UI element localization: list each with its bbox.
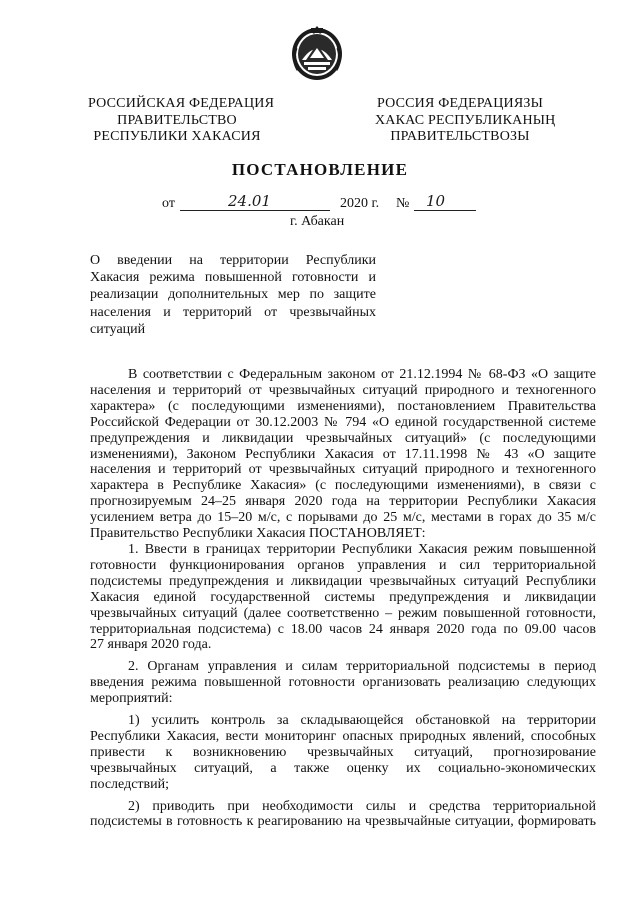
body-line: предупреждения и ликвидации чрезвычайных ситуаций» (с последующими xyxy=(90,430,596,446)
body-line: 2. Органам управления и силам территориальной подсистемы в период xyxy=(128,659,596,675)
body-line: изменениями), Законом Республики Хакасия от 17.11.1998 № 43 «О защите xyxy=(90,446,596,462)
year-text: 2020 г. xyxy=(340,196,380,211)
body-line: подсистемы предупреждения и ликвидации чрезвычайных ситуаций Республики xyxy=(90,573,596,589)
header-right-line-3: ПРАВИТЕЛЬСТВОЗЫ xyxy=(390,129,530,144)
header-right-line-1: РОССИЯ ФЕДЕРАЦИЯЗЫ xyxy=(376,96,544,111)
body-line: подсистемы в готовность к реагированию на чрезвычайные ситуации, формировать xyxy=(90,814,596,830)
body-line: 1. Ввести в границах территории Республики Хакасия режим повышенной xyxy=(128,541,596,557)
header-left-line-3: РЕСПУБЛИКИ ХАКАСИЯ xyxy=(93,129,261,144)
body-line: усилением ветра до 15–20 м/с, с порывами до 25 м/с, местами в горах до 35 м/с xyxy=(90,510,596,526)
number-handwritten: 10 xyxy=(426,192,446,210)
subject-line: населения и территорий от чрезвычайных xyxy=(90,304,376,320)
body-line: характера в Республике Хакасия» (с последующими изменениями), в связи с xyxy=(90,478,596,494)
body-line: Правительство Республики Хакасия ПОСТАНОВЛЯЕТ: xyxy=(90,526,426,542)
header-left-block xyxy=(88,96,275,146)
body-line: готовности функционирования органов управления и сил территориальной xyxy=(90,557,596,573)
body-line: характера» (с последующими изменениями), постановлением Правительства xyxy=(90,398,596,414)
header-right-line-2: ХАКАС РЕСПУБЛИКАНЫҢ xyxy=(375,112,556,128)
date-number-line xyxy=(0,192,640,216)
city-name: г. Абакан xyxy=(290,214,345,229)
date-prefix: от xyxy=(162,196,175,211)
subject-line: Хакасия режима повышенной готовности и xyxy=(90,270,376,286)
body-line: чрезвычайных ситуаций (далее соответственно – режим повышенной готовности, xyxy=(90,605,596,621)
subject-block xyxy=(90,252,376,338)
body-line: чрезвычайных ситуаций, а также оценку их социально-экономических xyxy=(90,760,596,776)
body-line: 27 января 2020 года. xyxy=(90,637,212,653)
document-body xyxy=(90,367,596,830)
body-line: Российской Федерации от 30.12.2003 № 794 «О единой государственной системе xyxy=(90,414,596,430)
header-left-line-1: РОССИЙСКАЯ ФЕДЕРАЦИЯ xyxy=(88,96,275,111)
body-line: В соответствии с Федеральным законом от 21.12.1994 № 68-ФЗ «О защите xyxy=(128,367,596,382)
coat-of-arms-emblem xyxy=(288,20,346,84)
body-line: мероприятий: xyxy=(90,691,173,707)
body-line: Республики Хакасия, вести мониторинг опасных природных явлений, способных xyxy=(90,728,596,744)
body-line: прогнозируемым 24–25 января 2020 года на территории Республики Хакасия xyxy=(90,494,596,510)
body-line: Хакасия единой государственной системы предупреждения и ликвидации xyxy=(90,589,596,605)
header-left-line-2: ПРАВИТЕЛЬСТВО xyxy=(117,112,237,128)
header-right-block xyxy=(375,96,556,146)
subject-line: О введении на территории Республики xyxy=(90,253,376,268)
body-line: 1) усилить контроль за складывающейся обстановкой на территории xyxy=(128,713,596,729)
body-line: населения и территорий от чрезвычайных ситуаций природного и техногенного xyxy=(90,382,596,398)
document-title: ПОСТАНОВЛЕНИЕ xyxy=(231,160,409,179)
body-line: населения и территорий от чрезвычайных ситуаций природного и техногенного xyxy=(90,462,596,478)
body-line: введения режима повышенной готовности организовать реализацию следующих xyxy=(90,675,596,691)
subject-line: ситуаций xyxy=(90,321,146,337)
subject-line: реализации дополнительных мер по защите xyxy=(90,287,376,303)
date-handwritten: 24.01 xyxy=(228,192,271,210)
body-line: последствий; xyxy=(90,776,170,792)
number-sign: № xyxy=(396,196,410,211)
body-line: 2) приводить при необходимости силы и средства территориальной xyxy=(128,798,596,814)
body-line: привести к возникновению чрезвычайных ситуаций, прогнозирование xyxy=(90,744,596,760)
body-line: территориальная подсистема) с 18.00 часов 24 января 2020 года по 09.00 часов xyxy=(90,621,596,637)
